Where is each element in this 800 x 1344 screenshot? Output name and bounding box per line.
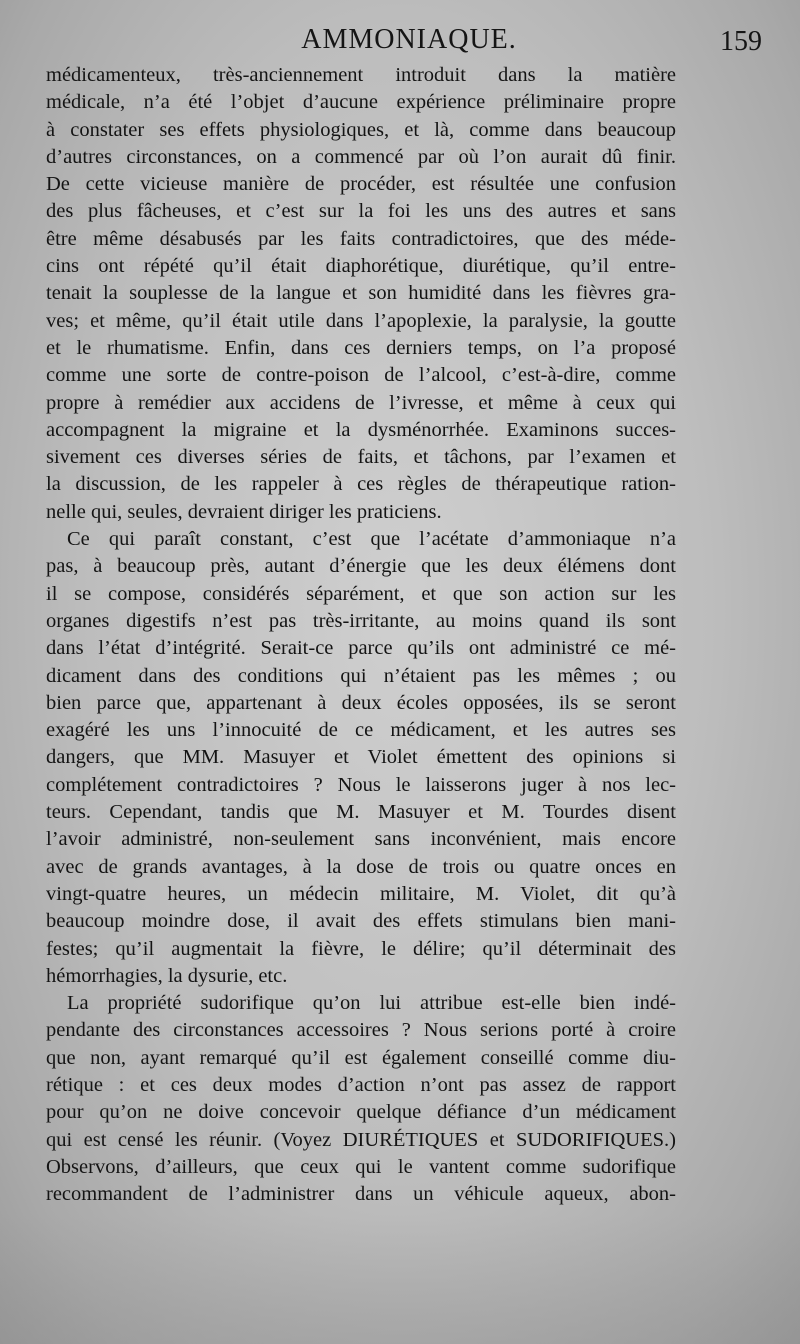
text-line: pas, à beaucoup près, autant d’énergie que les deux élémens dont bbox=[46, 555, 676, 578]
text-line: exagéré les uns l’innocuité de ce médicament, et les autres ses bbox=[46, 719, 676, 742]
text-line: médicale, n’a été l’objet d’aucune expérience préliminaire propre bbox=[46, 91, 676, 114]
text-line: complétement contradictoires ? Nous le laisserons juger à nos lec- bbox=[46, 773, 676, 796]
text-line: La propriété sudorifique qu’on lui attribue est-elle bien indé- bbox=[67, 992, 676, 1015]
body-text bbox=[46, 62, 676, 1208]
text-line: à constater ses effets physiologiques, et là, comme dans beaucoup bbox=[46, 118, 676, 141]
text-line: avec de grands avantages, à la dose de trois ou quatre onces en bbox=[46, 855, 676, 878]
text-line: De cette vicieuse manière de procéder, est résultée une confusion bbox=[46, 173, 676, 196]
text-line: Ce qui paraît constant, c’est que l’acétate d’ammoniaque n’a bbox=[67, 528, 676, 551]
text-line: cins ont répété qu’il était diaphorétique, diurétique, qu’il entre- bbox=[46, 255, 676, 278]
text-line: hémorrhagies, la dysurie, etc. bbox=[46, 964, 288, 987]
text-line: et le rhumatisme. Enfin, dans ces derniers temps, on l’a proposé bbox=[46, 336, 676, 359]
text-line: propre à remédier aux accidens de l’ivresse, et même à ceux qui bbox=[46, 391, 676, 414]
text-line: sivement ces diverses séries de faits, et tâchons, par l’examen et bbox=[46, 446, 676, 469]
text-line: dicament dans des conditions qui n’étaient pas les mêmes ; ou bbox=[46, 664, 676, 687]
text-line: comme une sorte de contre-poison de l’alcool, c’est-à-dire, comme bbox=[46, 364, 676, 387]
text-line: ves; et même, qu’il était utile dans l’apoplexie, la paralysie, la goutte bbox=[46, 309, 676, 332]
text-line: festes; qu’il augmentait la fièvre, le délire; qu’il déterminait des bbox=[46, 937, 676, 960]
text-line: l’avoir administré, non-seulement sans inconvénient, mais encore bbox=[46, 828, 676, 851]
text-line: teurs. Cependant, tandis que M. Masuyer et M. Tourdes disent bbox=[46, 801, 676, 824]
text-line: il se compose, considérés séparément, et que son action sur les bbox=[46, 582, 676, 605]
text-line: tenait la souplesse de la langue et son humidité dans les fièvres gra- bbox=[46, 282, 676, 305]
text-line: beaucoup moindre dose, il avait des effets stimulans bien mani- bbox=[46, 910, 676, 933]
text-line: nelle qui, seules, devraient diriger les praticiens. bbox=[46, 500, 442, 523]
text-line: Observons, d’ailleurs, que ceux qui le vantent comme sudorifique bbox=[46, 1155, 676, 1178]
text-line: médicamenteux, très-anciennement introduit dans la matière bbox=[46, 64, 676, 86]
text-line: vingt-quatre heures, un médecin militaire, M. Violet, dit qu’à bbox=[46, 882, 676, 905]
text-line: des plus fâcheuses, et c’est sur la foi les uns des autres et sans bbox=[46, 200, 676, 223]
text-line: accompagnent la migraine et la dysménorrhée. Examinons succes- bbox=[46, 418, 676, 441]
text-line: d’autres circonstances, on a commencé par où l’on aurait dû finir. bbox=[46, 145, 676, 168]
text-line: être même désabusés par les faits contradictoires, que des méde- bbox=[46, 227, 676, 250]
text-line: qui est censé les réunir. (Voyez DIURÉTIQUES et SUDORIFIQUES.) bbox=[46, 1128, 676, 1151]
running-title: AMMONIAQUE. bbox=[301, 24, 517, 55]
text-line: dans l’état d’intégrité. Serait-ce parce qu’ils ont administré ce mé- bbox=[46, 637, 676, 660]
page-shadow bbox=[0, 1215, 800, 1344]
text-line: la discussion, de les rappeler à ces règles de thérapeutique ration- bbox=[46, 473, 676, 496]
text-line: dangers, que MM. Masuyer et Violet émettent des opinions si bbox=[46, 746, 676, 769]
text-line: organes digestifs n’est pas très-irritante, au moins quand ils sont bbox=[46, 609, 676, 632]
text-line: recommandent de l’administrer dans un véhicule aqueux, abon- bbox=[46, 1183, 676, 1206]
text-line: que non, ayant remarqué qu’il est également conseillé comme diu- bbox=[46, 1046, 676, 1069]
page-header bbox=[48, 20, 770, 64]
text-line: pour qu’on ne doive concevoir quelque défiance d’un médicament bbox=[46, 1101, 676, 1124]
text-line: bien parce que, appartenant à deux écoles opposées, ils se seront bbox=[46, 691, 676, 714]
page-number: 159 bbox=[720, 26, 762, 57]
text-line: rétique : et ces deux modes d’action n’ont pas assez de rapport bbox=[46, 1073, 676, 1096]
text-line: pendante des circonstances accessoires ? Nous serions porté à croire bbox=[46, 1019, 676, 1042]
